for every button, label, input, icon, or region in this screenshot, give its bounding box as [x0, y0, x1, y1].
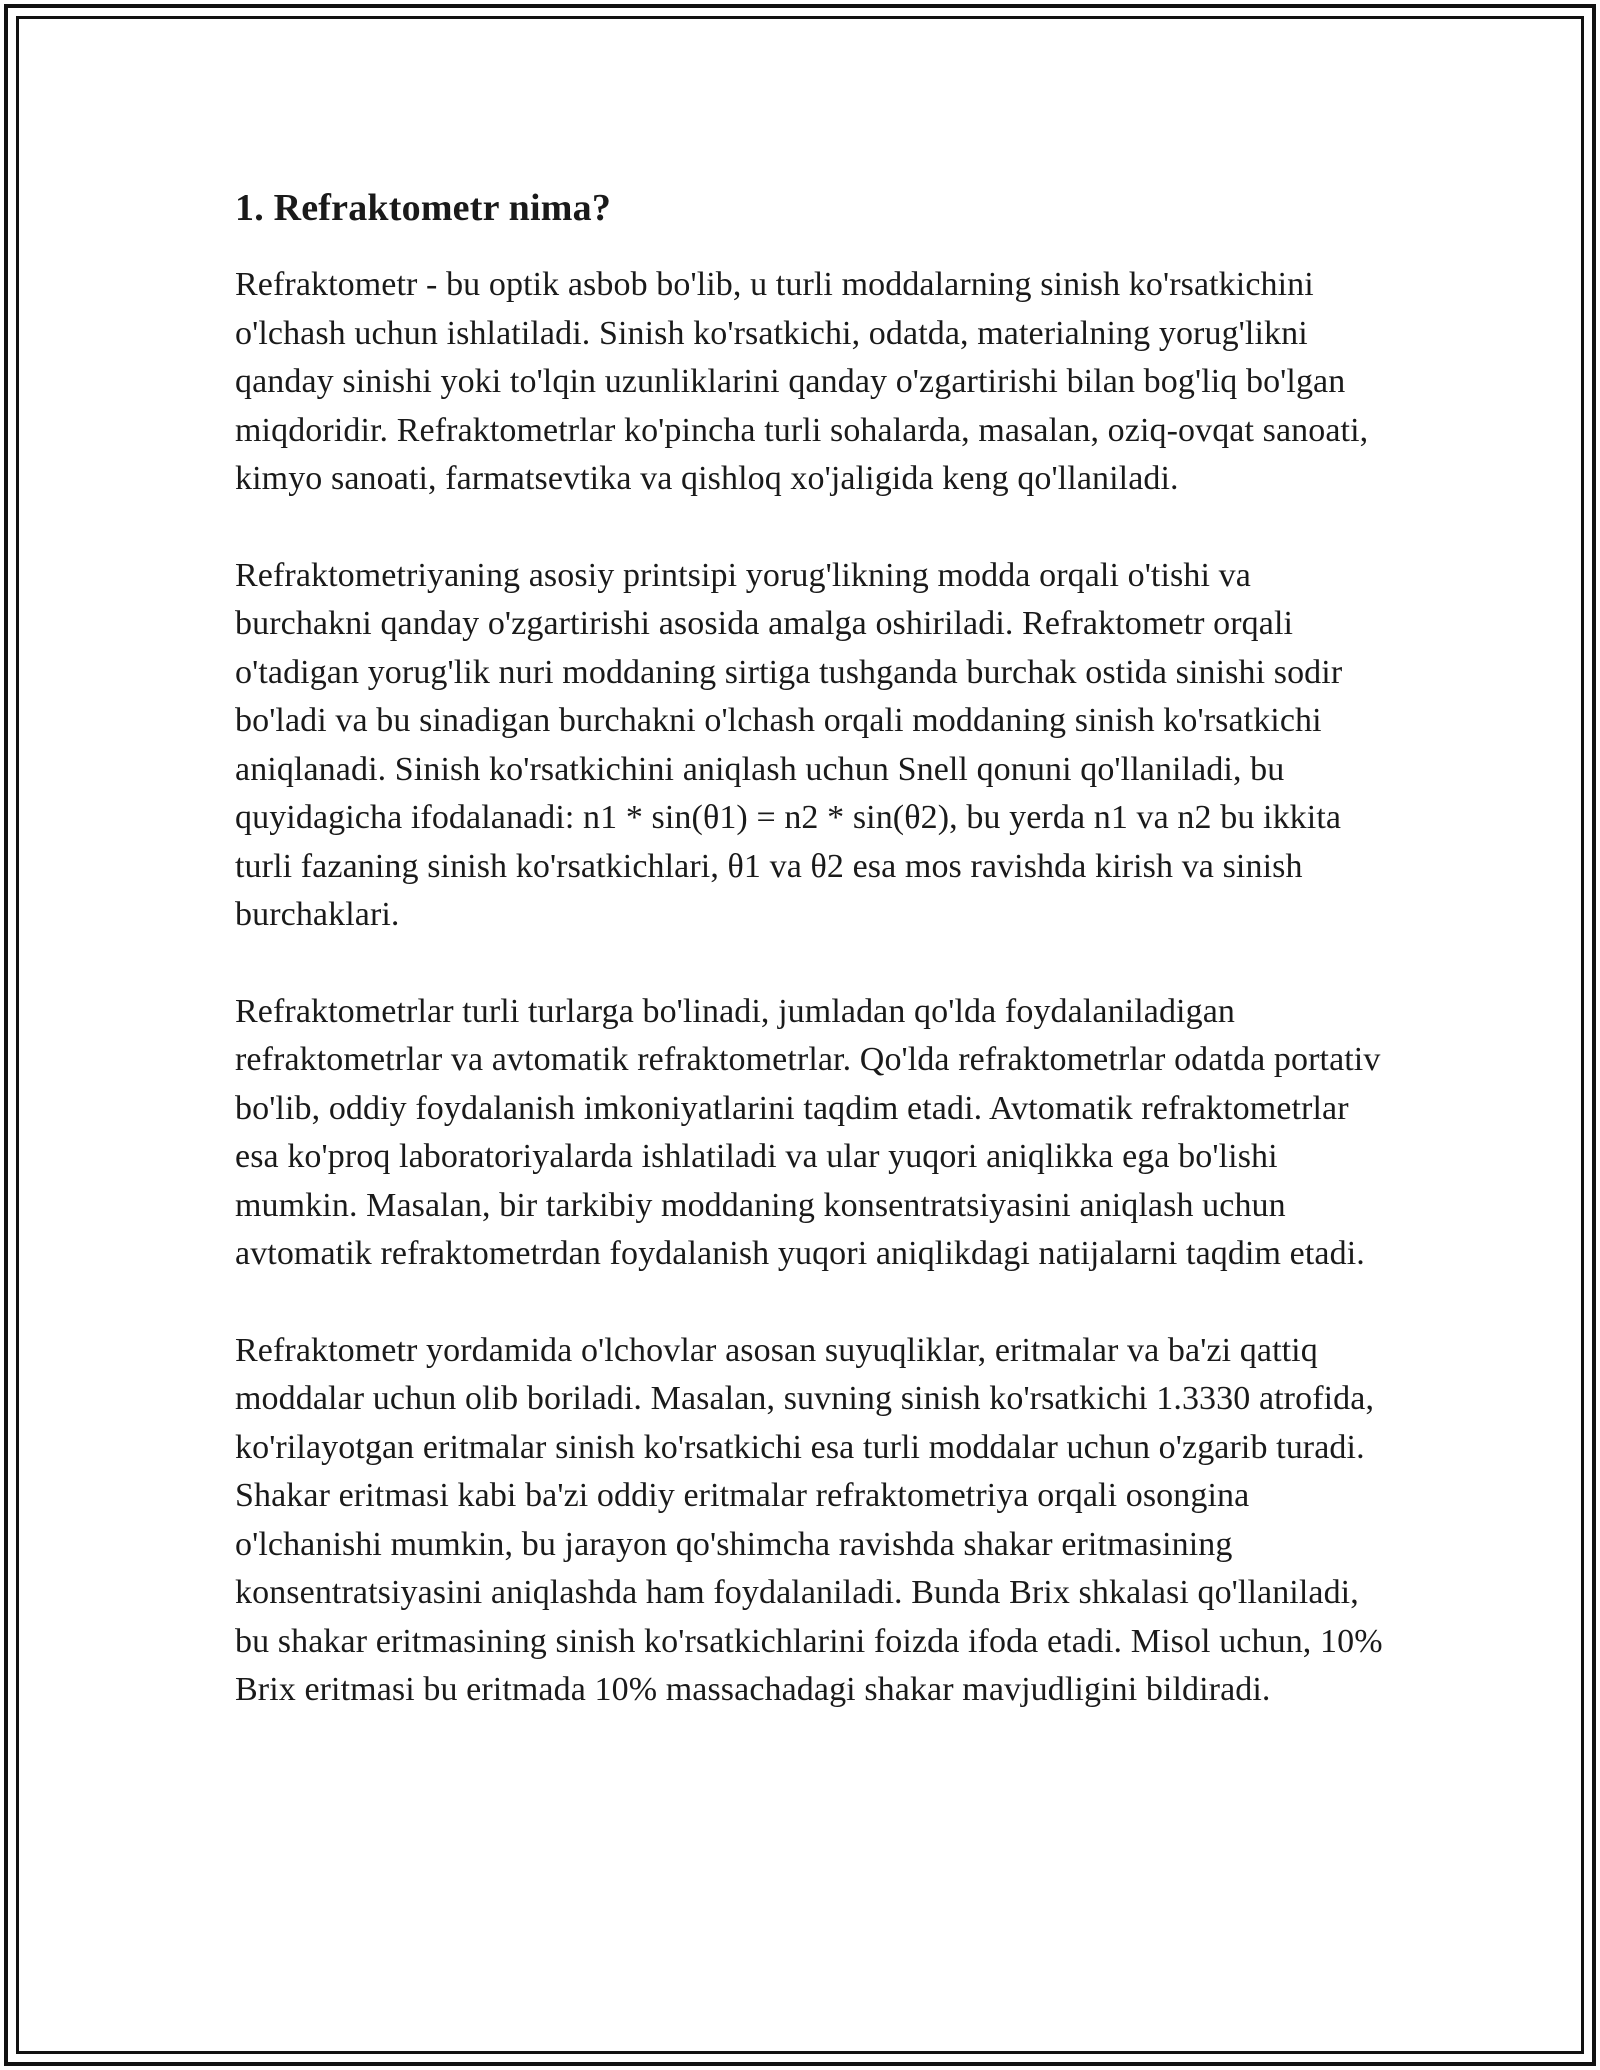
document-body — [235, 185, 1385, 1763]
paragraph-measurements: Refraktometr yordamida o'lchovlar asosan suyuqliklar, eritmalar va ba'zi qattiq moddalar uchun olib boriladi. Masalan, suvning sinish ko'rsatkichi 1.3330 atrofida, ko'rilayotgan eritmalar sinish ko'rsatkichi esa turli moddalar uchun o'zgarib turadi. Shakar eritmasi kabi ba'zi oddiy eritmalar refraktometriya orqali osongina o'lchanishi mumkin, bu jarayon qo'shimcha ravishda shakar eritmasining konsentratsiyasini aniqlashda ham foydalaniladi. Bunda Brix shkalasi qo'llaniladi, bu shakar eritmasining sinish ko'rsatkichlarini foizda ifoda etadi. Misol uchun, 10% Brix eritmasi bu eritmada 10% massachadagi shakar mavjudligini bildiradi. — [235, 1331, 1383, 1708]
paragraph-principle: Refraktometriyaning asosiy printsipi yorug'likning modda orqali o'tishi va burchakni qanday o'zgartirishi asosida amalga oshiriladi. Refraktometr orqali o'tadigan yorug'lik nuri moddaning sirtiga tushganda burchak ostida sinishi sodir bo'ladi va bu sinadigan burchakni o'lchash orqali moddaning sinish ko'rsatkichi aniqlanadi. Sinish ko'rsatkichini aniqlash uchun Snell qonuni qo'llaniladi, bu quyidagicha ifodalanadi: n1 * sin(θ1) = n2 * sin(θ2), bu yerda n1 va n2 bu ikkita turli fazaning sinish ko'rsatkichlari, θ1 va θ2 esa mos ravishda kirish va sinish burchaklari. — [235, 556, 1343, 933]
paragraph-types: Refraktometrlar turli turlarga bo'linadi, jumladan qo'lda foydalaniladigan refraktometrlar va avtomatik refraktometrlar. Qo'lda refraktometrlar odatda portativ bo'lib, oddiy foydalanish imkoniyatlarini taqdim etadi. Avtomatik refraktometrlar esa ko'proq laboratoriyalarda ishlatiladi va ular yuqori aniqlikka ega bo'lishi mumkin. Masalan, bir tarkibiy moddaning konsentratsiyasini aniqlash uchun avtomatik refraktometrdan foydalanish yuqori aniqlikdagi natijalarni taqdim etadi. — [235, 992, 1381, 1272]
paragraph-definition: Refraktometr - bu optik asbob bo'lib, u turli moddalarning sinish ko'rsatkichini o'lchash uchun ishlatiladi. Sinish ko'rsatkichi, odatda, materialning yorug'likni qanday sinishi yoki to'lqin uzunliklarini qanday o'zgartirishi bilan bog'liq bo'lgan miqdoridir. Refraktometrlar ko'pincha turli sohalarda, masalan, oziq-ovqat sanoati, kimyo sanoati, farmatsevtika va qishloq xo'jaligida keng qo'llaniladi. — [235, 266, 1369, 497]
section-heading: 1. Refraktometr nima? — [235, 187, 612, 229]
